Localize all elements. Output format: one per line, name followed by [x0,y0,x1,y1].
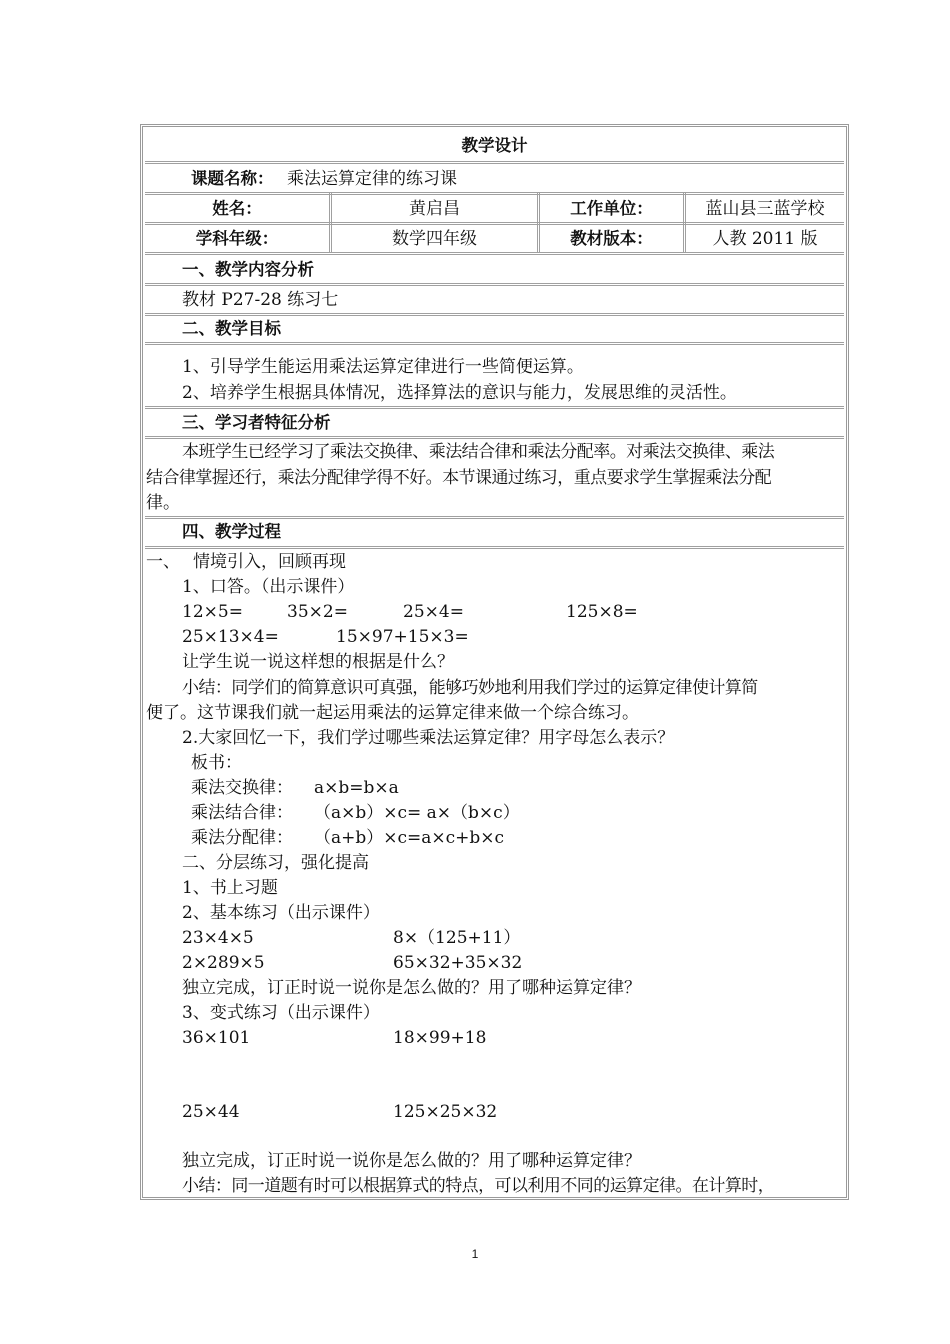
edition-value: 人教 2011 版 [712,229,818,249]
law-name: 乘法分配律： [191,828,293,848]
objective-line: 2、培养学生根据具体情况，选择算法的意识与能力，发展思维的灵活性。 [182,383,737,403]
section-heading: 四、教学过程 [182,522,281,541]
grade-value: 数学四年级 [392,229,477,249]
row-divider [145,342,844,345]
row-divider [145,161,844,164]
edition-label: 教材版本： [570,229,653,248]
page-number: 1 [471,1247,479,1261]
math-question: 125×8= [566,602,638,622]
math-question: 12×5= [182,602,243,622]
law-formula: （a×b）×c= a×（b×c） [314,803,520,823]
math-question: 23×4×5 [182,928,254,948]
math-question: 25×13×4= [182,627,279,647]
name-label: 姓名： [212,199,262,218]
analysis-line: 律。 [146,493,180,513]
part-title: 情境引入，回顾再现 [193,552,346,572]
section-heading: 二、教学目标 [182,319,281,338]
row-divider [145,546,844,549]
process-line: 让学生说一说这样想的根据是什么？ [182,652,454,672]
course-label: 课题名称： [191,169,274,188]
law-name: 乘法交换律： [191,778,293,798]
course-value: 乘法运算定律的练习课 [287,169,457,189]
section-heading: 三、学习者特征分析 [182,413,331,432]
process-line: 小结：同学们的简算意识可真强，能够巧妙地利用我们学过的运算定律使计算简 [182,678,758,698]
math-question: 18×99+18 [393,1028,487,1048]
grade-label: 学科年级： [195,229,279,248]
math-question: 125×25×32 [393,1102,498,1122]
math-question: 15×97+15×3= [336,627,469,647]
law-formula: a×b=b×a [314,778,399,798]
row-divider [145,406,844,409]
process-line: 1、口答。（出示课件） [182,577,355,597]
row-divider [145,516,844,519]
document-title: 教学设计 [461,136,528,155]
math-question: 8×（125+11） [393,928,521,948]
law-name: 乘法结合律： [191,803,293,823]
content-text: 教材 P27-28 练习七 [182,290,339,310]
process-line: 1、书上习题 [182,878,278,898]
row-divider [145,313,844,316]
math-question: 2×289×5 [182,953,265,973]
part-title: 二、分层练习，强化提高 [182,853,369,873]
process-line: 3、变式练习（出示课件） [182,1003,380,1023]
section-heading: 一、教学内容分析 [182,260,314,279]
process-line: 便了。这节课我们就一起运用乘法的运算定律来做一个综合练习。 [146,703,639,723]
math-question: 25×4= [403,602,464,622]
row-divider [145,252,844,255]
row-divider [145,192,844,195]
process-line: 2.大家回忆一下，我们学过哪些乘法运算定律？用字母怎么表示？ [182,728,675,748]
process-line: 2、基本练习（出示课件） [182,903,380,923]
workplace-value: 蓝山县三蓝学校 [705,199,825,219]
process-line: 板书： [191,753,242,773]
law-formula: （a+b）×c=a×c+b×c [314,828,505,848]
workplace-label: 工作单位： [570,199,653,218]
name-value: 黄启昌 [409,199,460,219]
math-question: 25×44 [182,1102,240,1122]
analysis-line: 本班学生已经学习了乘法交换律、乘法结合律和乘法分配率。对乘法交换律、乘法 [182,442,775,462]
process-line: 小结：同一道题有时可以根据算式的特点，可以利用不同的运算定律。在计算时， [182,1176,775,1196]
objective-line: 1、引导学生能运用乘法运算定律进行一些简便运算。 [182,357,584,377]
analysis-line: 结合律掌握还行，乘法分配律学得不好。本节课通过练习，重点要求学生掌握乘法分配 [146,468,772,488]
process-line: 独立完成，订正时说一说你是怎么做的？用了哪种运算定律？ [182,978,641,998]
row-divider [145,436,844,439]
process-line: 独立完成，订正时说一说你是怎么做的？用了哪种运算定律？ [182,1151,641,1171]
math-question: 35×2= [287,602,348,622]
row-divider [145,222,844,225]
part-marker: 一、 [146,552,180,572]
math-question: 65×32+35×32 [393,953,523,973]
math-question: 36×101 [182,1028,251,1048]
row-divider [145,283,844,286]
